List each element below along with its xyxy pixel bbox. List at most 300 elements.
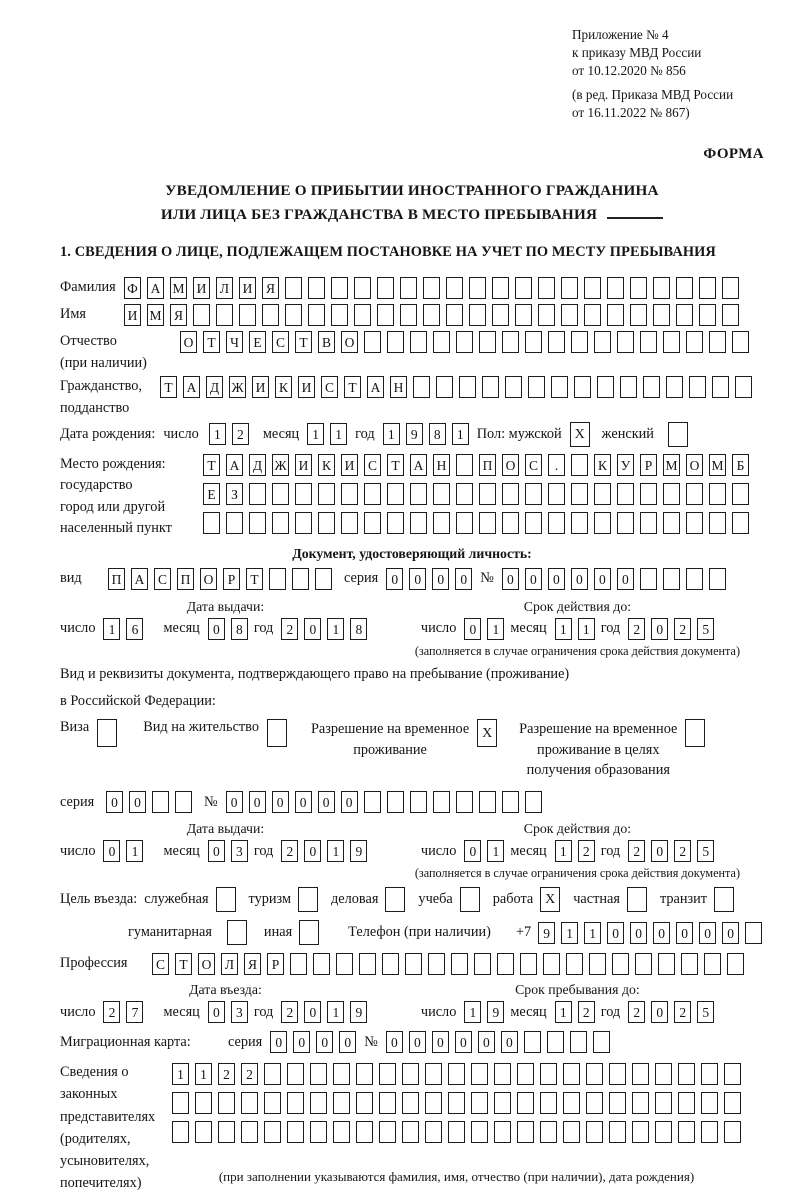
char-cell[interactable]: О [502, 454, 519, 476]
char-cell[interactable]: 0 [270, 1031, 287, 1053]
char-cell[interactable] [678, 1092, 695, 1114]
char-cell[interactable] [203, 512, 220, 534]
char-cell[interactable] [425, 1092, 442, 1114]
char-cell[interactable] [410, 483, 427, 505]
char-cell[interactable]: 2 [674, 618, 691, 640]
char-cell[interactable]: Я [244, 953, 261, 975]
char-cell[interactable]: 0 [676, 922, 693, 944]
char-cell[interactable]: И [298, 376, 315, 398]
stay-day-input[interactable] [464, 1001, 504, 1023]
char-cell[interactable] [681, 953, 698, 975]
char-cell[interactable] [663, 512, 680, 534]
char-cell[interactable]: 3 [231, 840, 248, 862]
char-cell[interactable] [517, 1063, 534, 1085]
char-cell[interactable]: А [183, 376, 200, 398]
char-cell[interactable] [193, 304, 210, 326]
char-cell[interactable] [653, 277, 670, 299]
char-cell[interactable]: 0 [293, 1031, 310, 1053]
char-cell[interactable] [505, 376, 522, 398]
char-cell[interactable] [502, 331, 519, 353]
entry-month-input[interactable] [208, 1001, 248, 1023]
char-cell[interactable] [436, 376, 453, 398]
char-cell[interactable]: 2 [232, 423, 249, 445]
char-cell[interactable]: 0 [272, 791, 289, 813]
char-cell[interactable] [456, 454, 473, 476]
char-cell[interactable] [433, 331, 450, 353]
char-cell[interactable]: 2 [674, 1001, 691, 1023]
char-cell[interactable]: 1 [555, 1001, 572, 1023]
char-cell[interactable]: 0 [208, 1001, 225, 1023]
char-cell[interactable] [479, 483, 496, 505]
char-cell[interactable] [709, 512, 726, 534]
char-cell[interactable] [410, 791, 427, 813]
char-cell[interactable] [676, 304, 693, 326]
char-cell[interactable]: Т [295, 331, 312, 353]
char-cell[interactable]: С [152, 953, 169, 975]
char-cell[interactable] [540, 1121, 557, 1143]
entry-day-input[interactable] [103, 1001, 143, 1023]
char-cell[interactable] [620, 376, 637, 398]
char-cell[interactable]: Ж [229, 376, 246, 398]
char-cell[interactable] [686, 512, 703, 534]
char-cell[interactable] [448, 1121, 465, 1143]
char-cell[interactable] [356, 1092, 373, 1114]
char-cell[interactable]: М [170, 277, 187, 299]
char-cell[interactable]: 0 [208, 840, 225, 862]
char-cell[interactable]: 1 [464, 1001, 481, 1023]
char-cell[interactable] [287, 1092, 304, 1114]
char-cell[interactable] [172, 1121, 189, 1143]
char-cell[interactable]: Я [262, 277, 279, 299]
permit-issue-month-input[interactable] [208, 840, 248, 862]
char-cell[interactable]: Ч [226, 331, 243, 353]
char-cell[interactable] [456, 331, 473, 353]
char-cell[interactable] [295, 483, 312, 505]
char-cell[interactable] [704, 953, 721, 975]
char-cell[interactable] [479, 331, 496, 353]
char-cell[interactable]: 0 [226, 791, 243, 813]
permit-expiry-month-input[interactable] [555, 840, 595, 862]
char-cell[interactable]: О [180, 331, 197, 353]
char-cell[interactable]: 1 [307, 423, 324, 445]
char-cell[interactable] [333, 1063, 350, 1085]
char-cell[interactable]: 2 [628, 840, 645, 862]
char-cell[interactable] [364, 331, 381, 353]
char-cell[interactable]: 0 [339, 1031, 356, 1053]
char-cell[interactable] [745, 922, 762, 944]
char-cell[interactable]: Я [170, 304, 187, 326]
char-cell[interactable] [548, 483, 565, 505]
char-cell[interactable] [678, 1063, 695, 1085]
permit-expiry-day-input[interactable] [464, 840, 504, 862]
char-cell[interactable]: 0 [304, 618, 321, 640]
char-cell[interactable] [548, 331, 565, 353]
char-cell[interactable] [456, 791, 473, 813]
char-cell[interactable] [364, 512, 381, 534]
char-cell[interactable] [494, 1121, 511, 1143]
char-cell[interactable] [563, 1092, 580, 1114]
char-cell[interactable] [494, 1092, 511, 1114]
char-cell[interactable]: Е [203, 483, 220, 505]
char-cell[interactable] [547, 1031, 564, 1053]
char-cell[interactable]: О [200, 568, 217, 590]
char-cell[interactable] [571, 331, 588, 353]
char-cell[interactable] [413, 376, 430, 398]
char-cell[interactable] [678, 1121, 695, 1143]
char-cell[interactable] [727, 953, 744, 975]
id-issue-day-input[interactable] [103, 618, 143, 640]
char-cell[interactable]: 0 [249, 791, 266, 813]
char-cell[interactable]: И [341, 454, 358, 476]
char-cell[interactable]: 0 [129, 791, 146, 813]
char-cell[interactable] [563, 1063, 580, 1085]
char-cell[interactable] [446, 304, 463, 326]
char-cell[interactable] [315, 568, 332, 590]
char-cell[interactable]: И [295, 454, 312, 476]
char-cell[interactable] [699, 304, 716, 326]
char-cell[interactable]: 2 [578, 1001, 595, 1023]
char-cell[interactable]: 1 [172, 1063, 189, 1085]
stay-month-input[interactable] [555, 1001, 595, 1023]
char-cell[interactable]: 1 [103, 618, 120, 640]
char-cell[interactable]: 1 [452, 423, 469, 445]
char-cell[interactable]: 2 [241, 1063, 258, 1085]
char-cell[interactable]: 0 [409, 1031, 426, 1053]
char-cell[interactable]: 1 [584, 922, 601, 944]
char-cell[interactable] [689, 376, 706, 398]
char-cell[interactable] [331, 304, 348, 326]
char-cell[interactable]: К [275, 376, 292, 398]
purpose-tourism-checkbox[interactable] [298, 887, 318, 912]
char-cell[interactable]: С [364, 454, 381, 476]
char-cell[interactable] [310, 1092, 327, 1114]
char-cell[interactable]: 8 [350, 618, 367, 640]
char-cell[interactable]: 2 [281, 1001, 298, 1023]
char-cell[interactable] [525, 791, 542, 813]
char-cell[interactable]: 0 [409, 568, 426, 590]
char-cell[interactable] [474, 953, 491, 975]
char-cell[interactable]: У [617, 454, 634, 476]
char-cell[interactable] [540, 1092, 557, 1114]
phone-input[interactable] [538, 922, 762, 944]
char-cell[interactable] [594, 331, 611, 353]
char-cell[interactable]: 9 [487, 1001, 504, 1023]
char-cell[interactable] [597, 376, 614, 398]
char-cell[interactable] [433, 791, 450, 813]
char-cell[interactable] [540, 1063, 557, 1085]
char-cell[interactable]: 0 [208, 618, 225, 640]
char-cell[interactable]: 1 [126, 840, 143, 862]
char-cell[interactable] [663, 483, 680, 505]
char-cell[interactable] [666, 376, 683, 398]
char-cell[interactable]: 2 [281, 840, 298, 862]
char-cell[interactable] [732, 331, 749, 353]
char-cell[interactable] [566, 953, 583, 975]
char-cell[interactable] [272, 512, 289, 534]
permit-issue-day-input[interactable] [103, 840, 143, 862]
char-cell[interactable] [653, 304, 670, 326]
char-cell[interactable]: К [594, 454, 611, 476]
char-cell[interactable] [612, 953, 629, 975]
temp-residence-edu-checkbox[interactable] [685, 719, 705, 747]
char-cell[interactable] [655, 1121, 672, 1143]
char-cell[interactable] [571, 512, 588, 534]
char-cell[interactable]: 1 [330, 423, 347, 445]
char-cell[interactable] [701, 1092, 718, 1114]
char-cell[interactable] [241, 1092, 258, 1114]
char-cell[interactable]: 0 [630, 922, 647, 944]
char-cell[interactable]: 0 [295, 791, 312, 813]
char-cell[interactable] [563, 1121, 580, 1143]
char-cell[interactable]: И [252, 376, 269, 398]
char-cell[interactable]: 9 [406, 423, 423, 445]
char-cell[interactable]: 9 [538, 922, 555, 944]
char-cell[interactable] [249, 512, 266, 534]
char-cell[interactable] [310, 1063, 327, 1085]
purpose-business-checkbox[interactable] [385, 887, 405, 912]
char-cell[interactable]: Т [160, 376, 177, 398]
char-cell[interactable]: 0 [501, 1031, 518, 1053]
char-cell[interactable]: 0 [386, 1031, 403, 1053]
doc-type-input[interactable] [108, 568, 332, 590]
char-cell[interactable]: 0 [464, 618, 481, 640]
char-cell[interactable]: Т [203, 454, 220, 476]
char-cell[interactable]: 0 [106, 791, 123, 813]
char-cell[interactable] [525, 512, 542, 534]
char-cell[interactable]: М [147, 304, 164, 326]
char-cell[interactable]: Ф [124, 277, 141, 299]
char-cell[interactable] [456, 512, 473, 534]
char-cell[interactable]: 0 [651, 840, 668, 862]
char-cell[interactable] [528, 376, 545, 398]
char-cell[interactable]: Л [221, 953, 238, 975]
char-cell[interactable]: 2 [218, 1063, 235, 1085]
char-cell[interactable] [543, 953, 560, 975]
citizenship-input[interactable] [160, 376, 752, 398]
sex-male-checkbox[interactable]: X [570, 422, 590, 447]
char-cell[interactable] [571, 483, 588, 505]
id-number-input[interactable] [502, 568, 726, 590]
char-cell[interactable]: А [131, 568, 148, 590]
char-cell[interactable]: Л [216, 277, 233, 299]
char-cell[interactable]: 0 [304, 1001, 321, 1023]
char-cell[interactable]: Р [223, 568, 240, 590]
char-cell[interactable]: 0 [502, 568, 519, 590]
char-cell[interactable] [735, 376, 752, 398]
char-cell[interactable]: А [410, 454, 427, 476]
birth-month-input[interactable] [307, 423, 347, 445]
char-cell[interactable] [341, 512, 358, 534]
char-cell[interactable] [635, 953, 652, 975]
char-cell[interactable] [548, 512, 565, 534]
char-cell[interactable] [469, 304, 486, 326]
char-cell[interactable] [722, 277, 739, 299]
char-cell[interactable] [586, 1063, 603, 1085]
char-cell[interactable] [216, 304, 233, 326]
char-cell[interactable] [423, 304, 440, 326]
char-cell[interactable] [172, 1092, 189, 1114]
char-cell[interactable] [561, 304, 578, 326]
char-cell[interactable]: 0 [304, 840, 321, 862]
purpose-humanitarian-checkbox[interactable] [227, 920, 247, 945]
entry-year-input[interactable] [281, 1001, 367, 1023]
char-cell[interactable] [586, 1092, 603, 1114]
char-cell[interactable] [410, 512, 427, 534]
char-cell[interactable] [471, 1121, 488, 1143]
char-cell[interactable] [226, 512, 243, 534]
char-cell[interactable] [502, 791, 519, 813]
char-cell[interactable]: 1 [561, 922, 578, 944]
char-cell[interactable] [570, 1031, 587, 1053]
char-cell[interactable] [382, 953, 399, 975]
char-cell[interactable] [264, 1121, 281, 1143]
char-cell[interactable] [551, 376, 568, 398]
char-cell[interactable] [574, 376, 591, 398]
char-cell[interactable] [433, 512, 450, 534]
char-cell[interactable] [387, 331, 404, 353]
purpose-work-checkbox[interactable]: X [540, 887, 560, 912]
char-cell[interactable] [492, 277, 509, 299]
char-cell[interactable] [492, 304, 509, 326]
stay-year-input[interactable] [628, 1001, 714, 1023]
char-cell[interactable]: 8 [231, 618, 248, 640]
char-cell[interactable]: И [193, 277, 210, 299]
char-cell[interactable] [502, 483, 519, 505]
char-cell[interactable]: Н [390, 376, 407, 398]
char-cell[interactable] [520, 953, 537, 975]
char-cell[interactable]: 2 [628, 1001, 645, 1023]
char-cell[interactable] [663, 331, 680, 353]
char-cell[interactable]: Р [267, 953, 284, 975]
char-cell[interactable]: Б [732, 454, 749, 476]
char-cell[interactable]: 1 [327, 840, 344, 862]
char-cell[interactable]: 7 [126, 1001, 143, 1023]
char-cell[interactable]: 0 [607, 922, 624, 944]
char-cell[interactable] [709, 483, 726, 505]
purpose-private-checkbox[interactable] [627, 887, 647, 912]
char-cell[interactable] [630, 304, 647, 326]
char-cell[interactable] [517, 1092, 534, 1114]
char-cell[interactable] [732, 512, 749, 534]
char-cell[interactable] [471, 1092, 488, 1114]
char-cell[interactable] [249, 483, 266, 505]
char-cell[interactable] [285, 277, 302, 299]
guardians-input-line3[interactable] [172, 1121, 741, 1143]
purpose-transit-checkbox[interactable] [714, 887, 734, 912]
char-cell[interactable] [272, 483, 289, 505]
char-cell[interactable] [640, 331, 657, 353]
char-cell[interactable] [400, 277, 417, 299]
permit-expiry-year-input[interactable] [628, 840, 714, 862]
char-cell[interactable]: 0 [316, 1031, 333, 1053]
char-cell[interactable] [285, 304, 302, 326]
char-cell[interactable] [459, 376, 476, 398]
char-cell[interactable]: 6 [126, 618, 143, 640]
char-cell[interactable]: С [154, 568, 171, 590]
char-cell[interactable] [295, 512, 312, 534]
char-cell[interactable] [318, 483, 335, 505]
char-cell[interactable] [525, 483, 542, 505]
char-cell[interactable]: 0 [341, 791, 358, 813]
char-cell[interactable] [333, 1092, 350, 1114]
char-cell[interactable]: 1 [487, 840, 504, 862]
char-cell[interactable]: С [272, 331, 289, 353]
char-cell[interactable] [658, 953, 675, 975]
char-cell[interactable] [538, 304, 555, 326]
char-cell[interactable]: О [686, 454, 703, 476]
char-cell[interactable] [308, 277, 325, 299]
char-cell[interactable] [632, 1121, 649, 1143]
char-cell[interactable] [405, 953, 422, 975]
char-cell[interactable] [292, 568, 309, 590]
profession-input[interactable] [152, 953, 744, 975]
char-cell[interactable] [724, 1063, 741, 1085]
char-cell[interactable] [609, 1063, 626, 1085]
char-cell[interactable] [425, 1121, 442, 1143]
char-cell[interactable] [425, 1063, 442, 1085]
purpose-study-checkbox[interactable] [460, 887, 480, 912]
char-cell[interactable] [709, 568, 726, 590]
char-cell[interactable] [331, 277, 348, 299]
char-cell[interactable] [354, 304, 371, 326]
char-cell[interactable] [402, 1121, 419, 1143]
char-cell[interactable]: П [108, 568, 125, 590]
char-cell[interactable]: С [321, 376, 338, 398]
id-expiry-month-input[interactable] [555, 618, 595, 640]
char-cell[interactable]: Д [249, 454, 266, 476]
permit-number-input[interactable] [226, 791, 542, 813]
char-cell[interactable]: З [226, 483, 243, 505]
char-cell[interactable]: 1 [555, 840, 572, 862]
char-cell[interactable] [538, 277, 555, 299]
char-cell[interactable] [446, 277, 463, 299]
char-cell[interactable] [517, 1121, 534, 1143]
char-cell[interactable] [308, 304, 325, 326]
char-cell[interactable] [617, 483, 634, 505]
char-cell[interactable]: Д [206, 376, 223, 398]
char-cell[interactable]: 5 [697, 840, 714, 862]
char-cell[interactable] [364, 483, 381, 505]
char-cell[interactable] [218, 1092, 235, 1114]
char-cell[interactable] [663, 568, 680, 590]
char-cell[interactable]: 1 [487, 618, 504, 640]
char-cell[interactable]: С [525, 454, 542, 476]
purpose-other-checkbox[interactable] [299, 920, 319, 945]
char-cell[interactable] [379, 1121, 396, 1143]
char-cell[interactable] [640, 568, 657, 590]
id-expiry-year-input[interactable] [628, 618, 714, 640]
char-cell[interactable] [433, 483, 450, 505]
birthplace-input-line3[interactable] [203, 512, 749, 534]
char-cell[interactable] [402, 1092, 419, 1114]
char-cell[interactable]: 1 [383, 423, 400, 445]
char-cell[interactable]: И [124, 304, 141, 326]
char-cell[interactable] [152, 791, 169, 813]
char-cell[interactable] [479, 512, 496, 534]
char-cell[interactable] [609, 1092, 626, 1114]
char-cell[interactable] [525, 331, 542, 353]
char-cell[interactable]: 0 [478, 1031, 495, 1053]
sex-female-checkbox[interactable] [668, 422, 688, 447]
char-cell[interactable]: 0 [617, 568, 634, 590]
char-cell[interactable] [640, 483, 657, 505]
char-cell[interactable] [701, 1121, 718, 1143]
char-cell[interactable]: 0 [103, 840, 120, 862]
char-cell[interactable] [400, 304, 417, 326]
char-cell[interactable]: . [548, 454, 565, 476]
char-cell[interactable]: 0 [386, 568, 403, 590]
char-cell[interactable] [584, 304, 601, 326]
